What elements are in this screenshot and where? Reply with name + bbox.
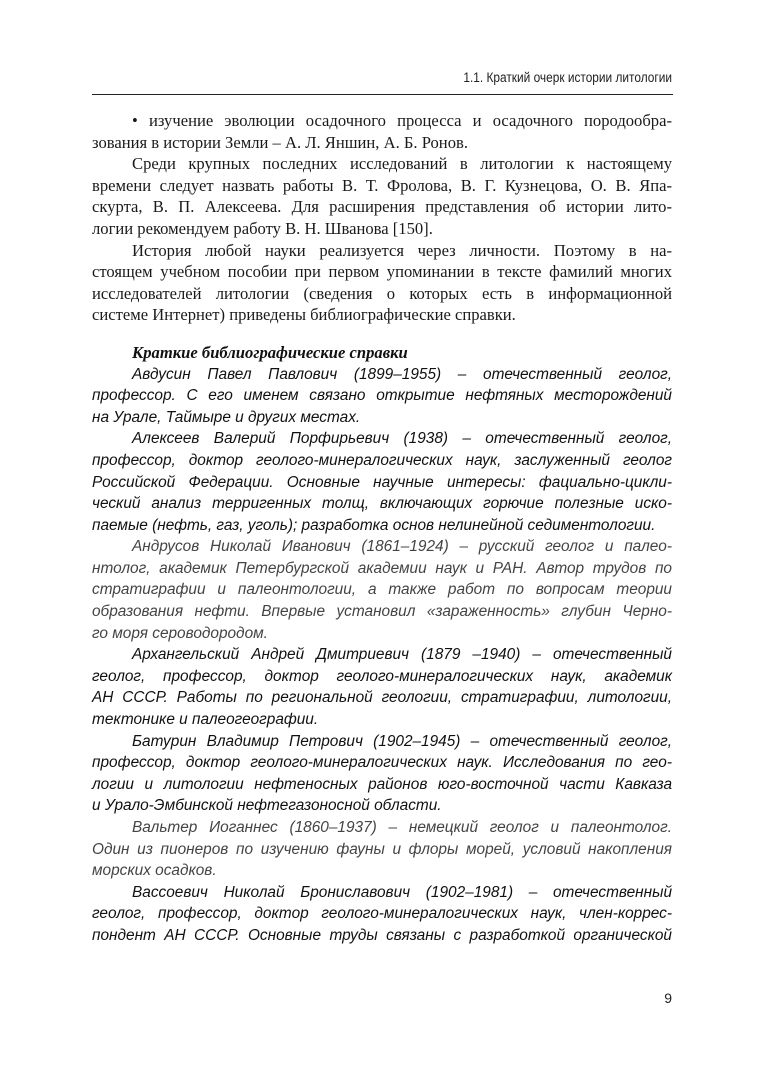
text-line: геолог, профессор, доктор геолого-минералогических наук, академик: [92, 667, 672, 685]
bio-entry: [92, 882, 672, 947]
text-line: Вальтер Иоганнес (1860–1937) – немецкий геолог и палеонтолог.: [132, 819, 672, 836]
paragraph: [92, 240, 672, 326]
text-line: образования нефти. Впервые установил «зараженность» глубин Черно-: [92, 603, 672, 621]
text-line: нтолог, академик Петербургской академии наук и РАН. Автор трудов по: [92, 559, 672, 577]
text-line: логии рекомендуем работу В. Н. Шванова [150].: [92, 218, 433, 238]
text-line: морских осадков.: [92, 862, 217, 880]
text-line: ческий анализ терригенных толщ, включающих горючие полезные иско-: [92, 495, 672, 513]
text-line: Российской Федерации. Основные научные интересы: фациально-цикли-: [92, 473, 672, 491]
text-line: логии и литологии нефтеносных районов юго-восточной части Кавказа: [92, 775, 672, 793]
bio-entry: [92, 817, 672, 882]
intro-section: [92, 110, 672, 326]
text-line: на Урале, Таймыре и других местах.: [92, 408, 361, 426]
section-heading: Краткие библиографические справки: [132, 342, 408, 362]
text-line: Андрусов Николай Иванович (1861–1924) – русский геолог и палео-: [132, 538, 672, 556]
text-line: паемые (нефть, газ, уголь); разработка основ нелинейной седиментологии.: [92, 516, 656, 534]
bio-entry: [92, 536, 672, 644]
bio-entry: [92, 428, 672, 536]
text-line: Авдусин Павел Павлович (1899–1955) – отечественный геолог,: [132, 365, 672, 383]
bio-section: [92, 364, 672, 947]
text-line: геолог, профессор, доктор геолого-минералогических наук, член-коррес-: [92, 905, 672, 923]
text-line: • изучение эволюции осадочного процесса и осадочного породообра-: [132, 111, 672, 130]
text-line: Один из пионеров по изучению фауны и флоры морей, условий накопления: [92, 840, 672, 858]
text-line: Архангельский Андрей Дмитриевич (1879 –1940) – отечественный: [132, 646, 672, 664]
running-header: 1.1. Краткий очерк истории литологии: [463, 70, 672, 85]
text-line: История любой науки реализуется через личности. Поэтому в на-: [132, 240, 672, 260]
bio-entry: [92, 731, 672, 817]
text-line: зования в истории Земли – А. Л. Яншин, А. Б. Ронов.: [92, 132, 468, 152]
text-line: стратиграфии и палеонтологии, а также работ по вопросам теории: [92, 581, 672, 599]
text-line: пондент АН СССР. Основные труды связаны с разработкой органической: [92, 926, 672, 944]
text-line: профессор, доктор геолого-минералогических наук, заслуженный геолог: [92, 451, 672, 469]
page-body: [92, 110, 672, 947]
text-line: Вассоевич Николай Брониславович (1902–1981) – отечественный: [132, 883, 672, 901]
header-rule: [92, 94, 673, 95]
text-line: времени следует назвать работы В. Т. Фролова, В. Г. Кузнецова, О. В. Япа-: [92, 175, 672, 195]
text-line: Алексеев Валерий Порфирьевич (1938) – отечественный геолог,: [132, 430, 672, 448]
text-line: исследователей литологии (сведения о которых есть в информационной: [92, 283, 672, 303]
text-line: профессор. С его именем связано открытие нефтяных месторождений: [92, 387, 672, 405]
text-line: системе Интернет) приведены библиографические справки.: [92, 305, 516, 325]
text-line: тектонике и палеогеографии.: [92, 711, 319, 729]
text-line: го моря сероводородом.: [92, 624, 268, 642]
paragraph: [92, 153, 672, 239]
text-line: АН СССР. Работы по региональной геологии, стратиграфии, литологии,: [92, 689, 672, 707]
text-line: стоящем учебном пособии при первом упоминании в тексте фамилий многих: [92, 262, 672, 282]
text-line: профессор, доктор геолого-минералогических наук. Исследования по гео-: [92, 754, 672, 772]
bio-entry: [92, 644, 672, 730]
text-line: Батурин Владимир Петрович (1902–1945) – отечественный геолог,: [132, 732, 672, 750]
bio-entry: [92, 364, 672, 429]
page-number: 9: [664, 990, 672, 1006]
text-line: Среди крупных последних исследований в литологии к настоящему: [132, 154, 672, 174]
text-line: и Урало-Эмбинской нефтегазоносной области.: [92, 797, 442, 815]
paragraph: [92, 110, 672, 153]
text-line: скурта, В. П. Алексеева. Для расширения представления об истории лито-: [92, 197, 672, 217]
